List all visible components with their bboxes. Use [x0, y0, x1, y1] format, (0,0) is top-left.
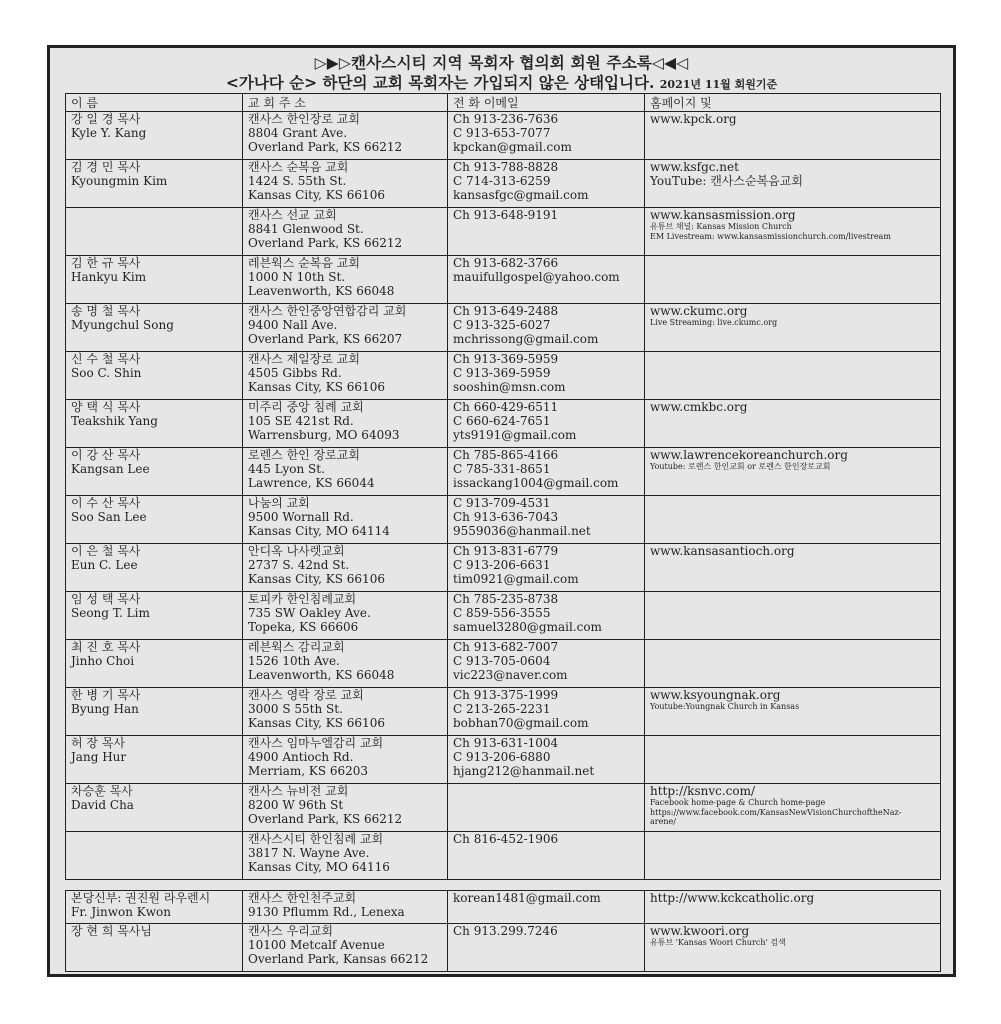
pastor-name-ko: 김 경 민 목사 — [71, 160, 141, 174]
pastor-name-en: Myungchul Song — [71, 318, 174, 332]
address-line: Overland Park, KS 66212 — [248, 812, 403, 826]
address-line: 10100 Metcalf Avenue — [248, 938, 385, 952]
address-line: Kansas City, KS 66106 — [248, 380, 385, 394]
contact-cell — [448, 496, 645, 544]
church-name: 안디옥 나사렛교회 — [248, 544, 345, 558]
phone-number: Ch 913-636-7043 — [453, 510, 559, 524]
table-row — [66, 352, 941, 400]
homepage-cell — [645, 784, 941, 832]
church-address-cell — [243, 256, 448, 304]
address-line: Leavenworth, KS 66048 — [248, 668, 395, 682]
table-row — [66, 400, 941, 448]
church-name: 캔사스 한인장로 교회 — [248, 112, 360, 126]
pastor-name-ko: 양 택 식 목사 — [71, 400, 141, 414]
homepage-cell — [645, 832, 941, 880]
homepage-note: EM Livestream: www.kansasmissionchurch.com/livestream — [650, 231, 891, 241]
name-cell — [66, 592, 243, 640]
pastor-name-ko: 송 명 철 목사 — [71, 304, 141, 318]
phone-number: C 714-313-6259 — [453, 174, 551, 188]
address-line: Overland Park, KS 66207 — [248, 332, 403, 346]
church-address-cell — [243, 496, 448, 544]
address-line: 8804 Grant Ave. — [248, 126, 348, 140]
phone-number: Ch 913-682-3766 — [453, 256, 559, 270]
table-row — [66, 256, 941, 304]
address-line: 2737 S. 42nd St. — [248, 558, 350, 572]
church-address-cell — [243, 208, 448, 256]
homepage-link[interactable]: www.ckumc.org — [650, 304, 748, 318]
homepage-link[interactable]: www.kwoori.org — [650, 924, 750, 938]
address-line: 9500 Wornall Rd. — [248, 510, 354, 524]
column-header-contact: 전 화 이메일 — [448, 94, 645, 112]
phone-number: Ch 913-631-1004 — [453, 736, 559, 750]
name-cell — [66, 256, 243, 304]
pastor-name-ko: 허 장 목사 — [71, 736, 125, 750]
homepage-cell — [645, 160, 941, 208]
address-line: 1424 S. 55th St. — [248, 174, 347, 188]
church-name: 캔사스 영락 장로 교회 — [248, 688, 364, 702]
phone-number: Ch 913-649-2488 — [453, 304, 559, 318]
church-name: 캔사스 한인중앙연합감리 교회 — [248, 304, 407, 318]
contact-cell — [448, 160, 645, 208]
homepage-note: 유튜브 'Kansas Woori Church' 검색 — [650, 938, 786, 947]
column-header-name: 이 름 — [66, 94, 243, 112]
phone-number: Ch 785-235-8738 — [453, 592, 559, 606]
phone-number: Ch 785-865-4166 — [453, 448, 559, 462]
email-link[interactable]: mauifullgospel@yahoo.com — [453, 270, 620, 284]
name-cell — [66, 304, 243, 352]
church-address-cell — [243, 640, 448, 688]
homepage-link[interactable]: www.kansasmission.org — [650, 208, 796, 222]
church-address-cell — [243, 544, 448, 592]
homepage-cell — [645, 208, 941, 256]
homepage-link[interactable]: www.ksfgc.net — [650, 160, 739, 174]
phone-number: C 913-325-6027 — [453, 318, 551, 332]
member-table-body — [66, 112, 941, 880]
homepage-cell — [645, 256, 941, 304]
table-row — [66, 640, 941, 688]
pastor-name-ko: 이 은 철 목사 — [71, 544, 141, 558]
address-line: 8200 W 96th St — [248, 798, 344, 812]
homepage-cell — [645, 891, 941, 924]
phone-number: Ch 913-236-7636 — [453, 112, 559, 126]
church-address-cell — [243, 924, 448, 972]
homepage-cell — [645, 352, 941, 400]
contact-cell — [448, 640, 645, 688]
contact-cell — [448, 784, 645, 832]
table-header-row — [66, 94, 941, 112]
pastor-name-en: Hankyu Kim — [71, 270, 147, 284]
church-address-cell — [243, 832, 448, 880]
homepage-cell — [645, 640, 941, 688]
email-link[interactable]: kansasfgc@gmail.com — [453, 188, 589, 202]
subtitle-date: 2021년 11월 회원기준 — [659, 78, 778, 91]
homepage-link[interactable]: www.cmkbc.org — [650, 400, 748, 414]
church-address-cell — [243, 688, 448, 736]
address-line: Kansas City, KS 66106 — [248, 716, 385, 730]
address-line: 445 Lyon St. — [248, 462, 325, 476]
church-address-cell — [243, 112, 448, 160]
church-name: 레븐웍스 순복음 교회 — [248, 256, 360, 270]
name-cell — [66, 544, 243, 592]
phone-number: C 913-369-5959 — [453, 366, 551, 380]
church-name: 캔사스 우리교회 — [248, 924, 333, 938]
email-link[interactable]: kpckan@gmail.com — [453, 140, 572, 154]
homepage-note: arene/ — [650, 817, 676, 826]
name-cell — [66, 496, 243, 544]
church-address-cell — [243, 352, 448, 400]
nonmember-table-body — [66, 891, 941, 972]
column-header-address: 교 회 주 소 — [243, 94, 448, 112]
address-line: Kansas City, MO 64116 — [248, 860, 390, 874]
church-name: 나눔의 교회 — [248, 496, 310, 510]
table-row — [66, 496, 941, 544]
address-line: Lawrence, KS 66044 — [248, 476, 375, 490]
table-row — [66, 112, 941, 160]
name-cell — [66, 736, 243, 784]
address-line: 3817 N. Wayne Ave. — [248, 846, 370, 860]
pastor-name-ko: 김 한 규 목사 — [71, 256, 141, 270]
name-cell — [66, 640, 243, 688]
name-cell — [66, 160, 243, 208]
contact-cell — [448, 832, 645, 880]
phone-number: Ch 816-452-1906 — [453, 832, 559, 846]
address-line: Overland Park, KS 66212 — [248, 236, 403, 250]
email-link[interactable]: mchrissong@gmail.com — [453, 332, 599, 346]
phone-number: C 213-265-2231 — [453, 702, 551, 716]
contact-cell — [448, 112, 645, 160]
contact-cell — [448, 592, 645, 640]
address-line: 8841 Glenwood St. — [248, 222, 364, 236]
phone-number: C 913-653-7077 — [453, 126, 551, 140]
pastor-name-en: Jang Hur — [71, 750, 127, 764]
contact-cell — [448, 736, 645, 784]
email-link[interactable]: vic223@naver.com — [453, 668, 568, 682]
email-link[interactable]: sooshin@msn.com — [453, 380, 566, 394]
homepage-cell — [645, 448, 941, 496]
homepage-cell — [645, 924, 941, 972]
phone-number: Ch 913-375-1999 — [453, 688, 559, 702]
phone-number: Ch 913-369-5959 — [453, 352, 559, 366]
contact-cell — [448, 544, 645, 592]
church-address-cell — [243, 400, 448, 448]
address-line: Leavenworth, KS 66048 — [248, 284, 395, 298]
address-line: Topeka, KS 66606 — [248, 620, 359, 634]
email-link[interactable]: bobhan70@gmail.com — [453, 716, 589, 730]
pastor-name-en: Seong T. Lim — [71, 606, 150, 620]
pastor-name-en: Fr. Jinwon Kwon — [71, 905, 171, 919]
name-cell — [66, 891, 243, 924]
pastor-name-ko: 한 병 기 목사 — [71, 688, 141, 702]
homepage-link[interactable]: www.kpck.org — [650, 112, 737, 126]
church-name: 캔사스시티 한인침례 교회 — [248, 832, 384, 846]
homepage-link[interactable]: www.lawrencekoreanchurch.org — [650, 448, 848, 462]
member-table — [65, 93, 941, 880]
church-name: 캔사스 임마누엘감리 교회 — [248, 736, 384, 750]
contact-cell — [448, 891, 645, 924]
homepage-cell — [645, 736, 941, 784]
pastor-name-en: Kangsan Lee — [71, 462, 150, 476]
phone-number: C 859-556-3555 — [453, 606, 551, 620]
church-name: 로렌스 한인 장로교회 — [248, 448, 360, 462]
homepage-note: https://www.facebook.com/KansasNewVisionChurchoftheNaz- — [650, 807, 902, 817]
table-row — [66, 688, 941, 736]
address-line: 735 SW Oakley Ave. — [248, 606, 371, 620]
directory-frame — [47, 45, 956, 977]
church-name: 캔사스 제일장로 교회 — [248, 352, 360, 366]
homepage-note: Live Streaming: live.ckumc.org — [650, 318, 778, 327]
homepage-cell — [645, 496, 941, 544]
contact-cell — [448, 352, 645, 400]
pastor-name-en: Kyle Y. Kang — [71, 126, 147, 140]
phone-number: C 913-206-6631 — [453, 558, 551, 572]
church-name: 토피카 한인침례교회 — [248, 592, 357, 606]
table-row — [66, 924, 941, 972]
church-address-cell — [243, 160, 448, 208]
church-address-cell — [243, 736, 448, 784]
column-header-homepage: 홈페이지 및 — [645, 94, 941, 112]
address-line: 9130 Pflumm Rd., Lenexa — [248, 905, 405, 919]
phone-number: C 785-331-8651 — [453, 462, 551, 476]
phone-number: C 913-206-6880 — [453, 750, 551, 764]
address-line: 105 SE 421st Rd. — [248, 414, 354, 428]
address-line: Kansas City, KS 66106 — [248, 572, 385, 586]
address-line: Warrensburg, MO 64093 — [248, 428, 400, 442]
homepage-note: Youtube: 로렌스 한인교회 or 로렌스 한인장로교회 — [650, 462, 831, 471]
pastor-name-ko: 최 진 호 목사 — [71, 640, 141, 654]
address-line: Overland Park, KS 66212 — [248, 140, 403, 154]
pastor-name-ko: 강 일 경 목사 — [71, 112, 141, 126]
name-cell — [66, 208, 243, 256]
email-link[interactable]: yts9191@gmail.com — [453, 428, 577, 442]
church-address-cell — [243, 891, 448, 924]
phone-number: Ch 913-682-7007 — [453, 640, 559, 654]
page-subtitle — [50, 71, 953, 93]
pastor-name-en: Jinho Choi — [71, 654, 135, 668]
youtube-channel: YouTube: 캔사스순복음교회 — [650, 174, 803, 188]
homepage-cell — [645, 304, 941, 352]
email-link[interactable]: hjang212@hanmail.net — [453, 764, 595, 778]
table-row — [66, 832, 941, 880]
contact-cell — [448, 924, 645, 972]
church-address-cell — [243, 304, 448, 352]
page-title: ▷▶▷캔사스시티 지역 목회자 협의회 회원 주소록◁◀◁ — [314, 53, 689, 72]
phone-number: Ch 913.299.7246 — [453, 924, 558, 938]
pastor-name-en: Teakshik Yang — [71, 414, 158, 428]
church-address-cell — [243, 448, 448, 496]
name-cell — [66, 448, 243, 496]
homepage-cell — [645, 112, 941, 160]
church-address-cell — [243, 784, 448, 832]
contact-cell — [448, 304, 645, 352]
address-line: Kansas City, MO 64114 — [248, 524, 390, 538]
homepage-cell — [645, 592, 941, 640]
homepage-note: 유튜브 채널: Kansas Mission Church — [650, 222, 792, 231]
homepage-note: Youtube:Youngnak Church in Kansas — [650, 702, 800, 711]
church-name: 미주리 중앙 침례 교회 — [248, 400, 364, 414]
church-name: 캔사스 뉴비전 교회 — [248, 784, 349, 798]
table-row — [66, 592, 941, 640]
email-link[interactable]: 9559036@hanmail.net — [453, 524, 591, 538]
name-cell — [66, 832, 243, 880]
homepage-note: Facebook home-page & Church home-page — [650, 798, 826, 807]
phone-number: C 913-709-4531 — [453, 496, 551, 510]
phone-number: Ch 913-648-9191 — [453, 208, 559, 222]
subtitle-note: <가나다 순> 하단의 교회 목회자는 가입되지 않은 상태입니다. — [225, 73, 655, 92]
table-row — [66, 304, 941, 352]
address-line: Kansas City, KS 66106 — [248, 188, 385, 202]
name-cell — [66, 112, 243, 160]
email-link[interactable]: samuel3280@gmail.com — [453, 620, 602, 634]
name-cell — [66, 688, 243, 736]
pastor-name-ko: 임 성 택 목사 — [71, 592, 141, 606]
pastor-name-en: Byung Han — [71, 702, 139, 716]
pastor-name-en: Eun C. Lee — [71, 558, 138, 572]
contact-cell — [448, 688, 645, 736]
table-row — [66, 160, 941, 208]
email-link[interactable]: issackang1004@gmail.com — [453, 476, 619, 490]
pastor-name-ko: 이 강 산 목사 — [71, 448, 141, 462]
table-row — [66, 736, 941, 784]
phone-number: Ch 913-788-8828 — [453, 160, 559, 174]
homepage-cell — [645, 688, 941, 736]
name-cell — [66, 784, 243, 832]
phone-number: C 913-705-0604 — [453, 654, 551, 668]
address-line: 9400 Nall Ave. — [248, 318, 338, 332]
homepage-link[interactable]: www.kansasantioch.org — [650, 544, 795, 558]
contact-cell — [448, 400, 645, 448]
pastor-name-en: Soo C. Shin — [71, 366, 142, 380]
church-address-cell — [243, 592, 448, 640]
table-row — [66, 448, 941, 496]
name-cell — [66, 924, 243, 972]
table-row — [66, 891, 941, 924]
church-name: 레븐웍스 감리교회 — [248, 640, 345, 654]
church-name: 캔사스 한인천주교회 — [248, 891, 357, 905]
name-cell — [66, 400, 243, 448]
pastor-name-ko: 장 현 희 목사님 — [71, 924, 152, 938]
pastor-name-en: David Cha — [71, 798, 134, 812]
address-line: 1526 10th Ave. — [248, 654, 340, 668]
homepage-cell — [645, 400, 941, 448]
phone-number: Ch 913-831-6779 — [453, 544, 559, 558]
table-row — [66, 784, 941, 832]
table-row — [66, 544, 941, 592]
contact-cell — [448, 256, 645, 304]
address-line: 4505 Gibbs Rd. — [248, 366, 342, 380]
pastor-name-ko: 본당신부: 권진원 라우렌시 — [71, 891, 211, 905]
church-name: 캔사스 순복음 교회 — [248, 160, 349, 174]
contact-cell — [448, 208, 645, 256]
address-line: 3000 S 55th St. — [248, 702, 343, 716]
homepage-cell — [645, 544, 941, 592]
pastor-name-ko: 신 수 철 목사 — [71, 352, 141, 366]
homepage-link[interactable]: www.ksyoungnak.org — [650, 688, 781, 702]
name-cell — [66, 352, 243, 400]
homepage-link[interactable]: http://www.kckcatholic.org — [650, 891, 815, 905]
pastor-name-en: Soo San Lee — [71, 510, 147, 524]
table-row — [66, 208, 941, 256]
contact-cell — [448, 448, 645, 496]
homepage-link[interactable]: http://ksnvc.com/ — [650, 784, 756, 798]
nonmember-table — [65, 890, 941, 972]
email-link[interactable]: korean1481@gmail.com — [453, 891, 601, 905]
address-line: 4900 Antioch Rd. — [248, 750, 354, 764]
phone-number: Ch 660-429-6511 — [453, 400, 559, 414]
phone-number: C 660-624-7651 — [453, 414, 551, 428]
address-line: Merriam, KS 66203 — [248, 764, 369, 778]
address-line: Overland Park, Kansas 66212 — [248, 952, 429, 966]
church-name: 캔사스 선교 교회 — [248, 208, 337, 222]
pastor-name-ko: 차승훈 목사 — [71, 784, 133, 798]
email-link[interactable]: tim0921@gmail.com — [453, 572, 579, 586]
pastor-name-ko: 이 수 산 목사 — [71, 496, 141, 510]
address-line: 1000 N 10th St. — [248, 270, 346, 284]
pastor-name-en: Kyoungmin Kim — [71, 174, 168, 188]
